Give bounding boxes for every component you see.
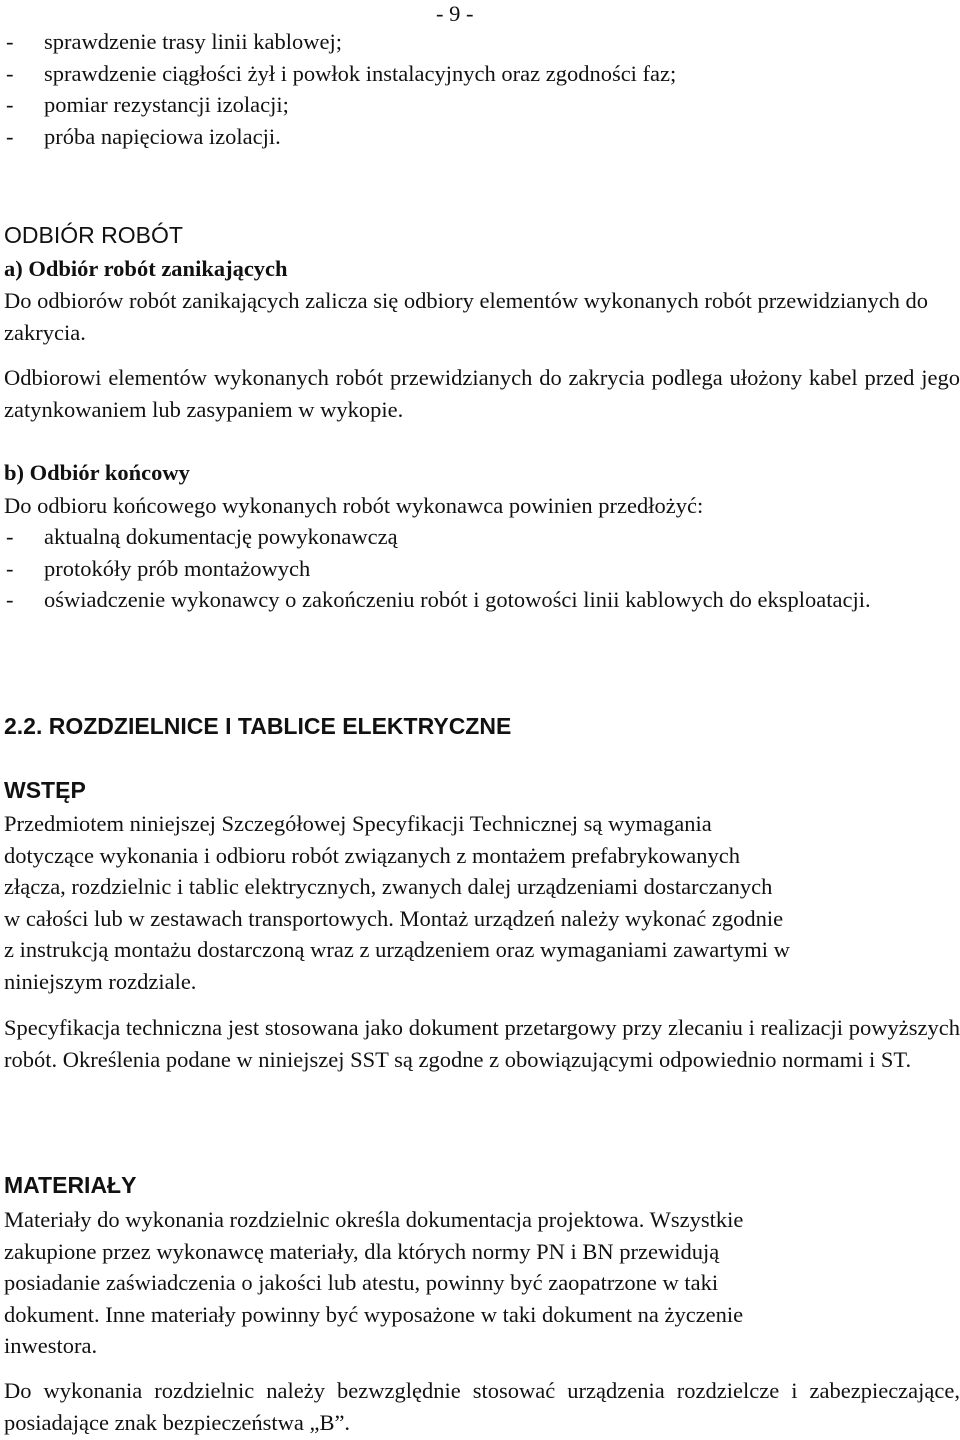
paragraph: Do odbiorów robót zanikających zalicza się odbiory elementów wykonanych robót przewidzianych do zakrycia.	[4, 288, 929, 345]
text-line: Przedmiotem niniejszej Szczegółowej Specyfikacji Technicznej są wymagania	[4, 811, 712, 836]
list-item: - oświadczenie wykonawcy o zakończeniu robót i gotowości linii kablowych do eksploatacji.	[4, 584, 960, 616]
text-line: zakupione przez wykonawcę materiały, dla których normy PN i BN przewidują	[4, 1238, 720, 1264]
heading-materialy: MATERIAŁY	[4, 1172, 137, 1198]
page-number: - 9 -	[436, 1, 474, 26]
text-line: posiadanie zaświadczenia o jakości lub atestu, powinny być zaopatrzone w taki	[4, 1270, 719, 1295]
paragraph: Do wykonania rozdzielnic należy bezwzględnie stosować urządzenia rozdzielcze i zabezpieczające, posiadające znak bezpieczeństwa „B”.	[4, 1378, 960, 1435]
text-line: inwestora.	[4, 1333, 98, 1358]
text-line: dotyczące wykonania i odbioru robót związanych z montażem prefabrykowanych	[4, 842, 740, 868]
subheading-odbior-zanikajacych: a) Odbiór robót zanikających	[4, 256, 288, 281]
subheading-odbior-koncowy: b) Odbiór końcowy	[4, 460, 190, 485]
paragraph: Specyfikacja techniczna jest stosowana jako dokument przetargowy przy zlecaniu i realizacji powyższych robót. Określenia podane w niniejszej SST są zgodne z obowiązującymi odpowiednio normami i ST.	[4, 1015, 960, 1072]
list-item: - sprawdzenie ciągłości żył i powłok instalacyjnych oraz zgodności faz;	[4, 58, 960, 90]
heading-wstep: WSTĘP	[4, 777, 86, 803]
list-item: - próba napięciowa izolacji.	[4, 121, 960, 153]
text-line: Materiały do wykonania rozdzielnic określa dokumentacja projektowa. Wszystkie	[4, 1207, 744, 1232]
paragraph: Do odbioru końcowego wykonanych robót wykonawca powinien przedłożyć:	[4, 493, 704, 518]
paragraph: Odbiorowi elementów wykonanych robót przewidzianych do zakrycia podlega ułożony kabel przed jego zatynkowaniem lub zasypaniem w wykopie.	[4, 365, 960, 422]
text-line: z instrukcją montażu dostarczoną wraz z urządzeniem oraz wymaganiami zawartymi w	[4, 937, 790, 962]
text-line: w całości lub w zestawach transportowych. Montaż urządzeń należy wykonać zgodnie	[4, 905, 784, 931]
text-line: niniejszym rozdziale.	[4, 968, 197, 994]
list-item: - pomiar rezystancji izolacji;	[4, 89, 960, 121]
intro-list	[4, 26, 960, 152]
text-line: złącza, rozdzielnic i tablic elektrycznych, zwanych dalej urządzeniami dostarczanych	[4, 874, 773, 899]
section-heading-odbior: ODBIÓR ROBÓT	[4, 222, 183, 248]
list-item: - sprawdzenie trasy linii kablowej;	[4, 26, 960, 58]
list-item: - aktualną dokumentację powykonawczą	[4, 521, 960, 553]
list-item: - protokóły prób montażowych	[4, 553, 960, 585]
text-line: dokument. Inne materiały powinny być wyposażone w taki dokument na życzenie	[4, 1301, 744, 1327]
wstep-paragraph	[4, 808, 960, 997]
odbior-list	[4, 521, 960, 616]
materialy-paragraph	[4, 1204, 960, 1362]
section-title: 2.2. ROZDZIELNICE I TABLICE ELEKTRYCZNE	[4, 713, 512, 739]
